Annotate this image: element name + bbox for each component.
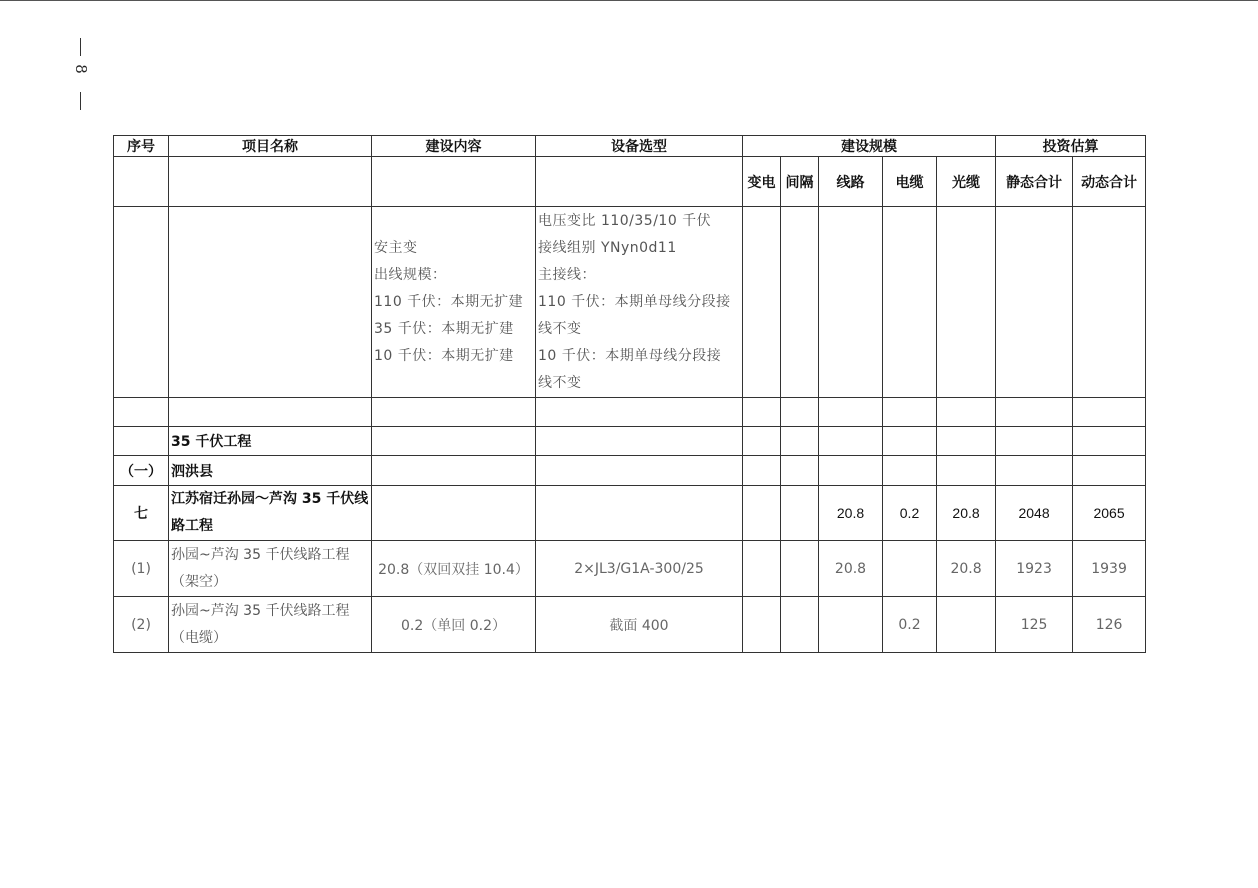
cell-empty [819,398,883,427]
sub-dynamic-total: 126 [1073,597,1146,653]
cell-empty [743,541,781,597]
cell-empty [937,456,996,486]
equipment-line: 电压变比 110/35/10 千伏 [538,212,712,229]
cell-empty [1073,398,1146,427]
continued-content-cell [372,207,536,398]
page-number: 8 [72,64,90,74]
cell-empty [1073,207,1146,398]
cell-empty [372,486,536,541]
content-line: 110 千伏：本期无扩建 [374,293,524,310]
cell-empty [883,456,937,486]
header-bay: 间隔 [781,157,819,207]
cell-empty [114,398,169,427]
project-static-total: 2048 [996,486,1073,541]
sub-seq: (2) [114,597,169,653]
cell-empty [169,207,372,398]
sub-optical: 20.8 [937,541,996,597]
cell-empty [781,597,819,653]
sub-line [819,597,883,653]
equipment-line: 10 千伏：本期单母线分段接 [538,347,722,364]
top-rule [0,0,1258,1]
cell-empty [781,541,819,597]
county-name: 泗洪县 [169,456,372,486]
table-row-blank [114,398,1146,427]
project-cable: 0.2 [883,486,937,541]
equipment-line: 主接线： [538,266,596,283]
cell-empty [781,486,819,541]
table-row-project [114,486,1146,541]
header-static-total: 静态合计 [996,157,1073,207]
cell-empty [781,456,819,486]
project-budget-table [113,135,1146,653]
sub-equipment: 2×JL3/G1A-300/25 [536,541,743,597]
cell-empty [996,207,1073,398]
cell-empty [743,597,781,653]
cell-empty [372,398,536,427]
cell-empty [819,456,883,486]
sub-content: 20.8（双回双挂 10.4） [372,541,536,597]
cell-empty [781,398,819,427]
cell-empty [743,456,781,486]
sub-cable [883,541,937,597]
county-seq: （一） [114,456,169,486]
equipment-line: 110 千伏：本期单母线分段接 [538,293,731,310]
cell-empty [883,398,937,427]
cell-empty [937,427,996,456]
table-row [114,597,1146,653]
project-seq: 七 [114,486,169,541]
sub-optical [937,597,996,653]
header-equipment: 设备选型 [536,136,743,157]
header-cable: 电缆 [883,157,937,207]
header-dynamic-total: 动态合计 [1073,157,1146,207]
page-number-marker [70,38,92,114]
cell-empty [536,456,743,486]
cell-empty [996,398,1073,427]
project-optical: 20.8 [937,486,996,541]
cell-empty [114,427,169,456]
table-row-section [114,427,1146,456]
header-invest: 投资估算 [996,136,1146,157]
header-empty-content [372,157,536,207]
cell-empty [819,207,883,398]
cell-empty [819,427,883,456]
cell-empty [536,486,743,541]
cell-empty [937,207,996,398]
header-substation: 变电 [743,157,781,207]
sub-name: 孙园~芦沟 35 千伏线路工程（架空） [169,541,372,597]
page-marker-bar-bottom [80,92,81,110]
header-row-1 [114,136,1146,157]
header-seq: 序号 [114,136,169,157]
cell-empty [372,427,536,456]
cell-empty [743,427,781,456]
cell-empty [114,207,169,398]
sub-cable: 0.2 [883,597,937,653]
content-line: 安主变 [374,239,418,256]
project-line: 20.8 [819,486,883,541]
header-empty-seq [114,157,169,207]
project-name: 江苏宿迁孙园～芦沟 35 千伏线路工程 [169,486,372,541]
header-optical: 光缆 [937,157,996,207]
cell-empty [781,207,819,398]
sub-seq: (1) [114,541,169,597]
cell-empty [372,456,536,486]
table-row-continued [114,207,1146,398]
sub-static-total: 125 [996,597,1073,653]
continued-equipment-cell [536,207,743,398]
section-name: 35 千伏工程 [169,427,372,456]
cell-empty [883,427,937,456]
sub-equipment: 截面 400 [536,597,743,653]
cell-empty [743,486,781,541]
equipment-line: 接线组别 YNyn0d11 [538,239,677,256]
sub-content: 0.2（单回 0.2） [372,597,536,653]
cell-empty [996,456,1073,486]
header-scale: 建设规模 [743,136,996,157]
cell-empty [743,207,781,398]
sub-dynamic-total: 1939 [1073,541,1146,597]
header-empty-equipment [536,157,743,207]
equipment-line: 线不变 [538,320,582,337]
header-name: 项目名称 [169,136,372,157]
cell-empty [169,398,372,427]
cell-empty [996,427,1073,456]
cell-empty [781,427,819,456]
sub-line: 20.8 [819,541,883,597]
cell-empty [536,427,743,456]
header-content: 建设内容 [372,136,536,157]
table-row-county [114,456,1146,486]
cell-empty [937,398,996,427]
header-empty-name [169,157,372,207]
cell-empty [1073,456,1146,486]
header-line: 线路 [819,157,883,207]
project-dynamic-total: 2065 [1073,486,1146,541]
content-line: 10 千伏：本期无扩建 [374,347,514,364]
cell-empty [743,398,781,427]
table-row [114,541,1146,597]
sub-static-total: 1923 [996,541,1073,597]
cell-empty [1073,427,1146,456]
equipment-line: 线不变 [538,374,582,391]
sub-name: 孙园~芦沟 35 千伏线路工程（电缆） [169,597,372,653]
cell-empty [536,398,743,427]
content-line: 35 千伏：本期无扩建 [374,320,514,337]
header-row-2 [114,157,1146,207]
content-line: 出线规模： [374,266,447,283]
page-marker-bar-top [80,38,81,56]
cell-empty [883,207,937,398]
